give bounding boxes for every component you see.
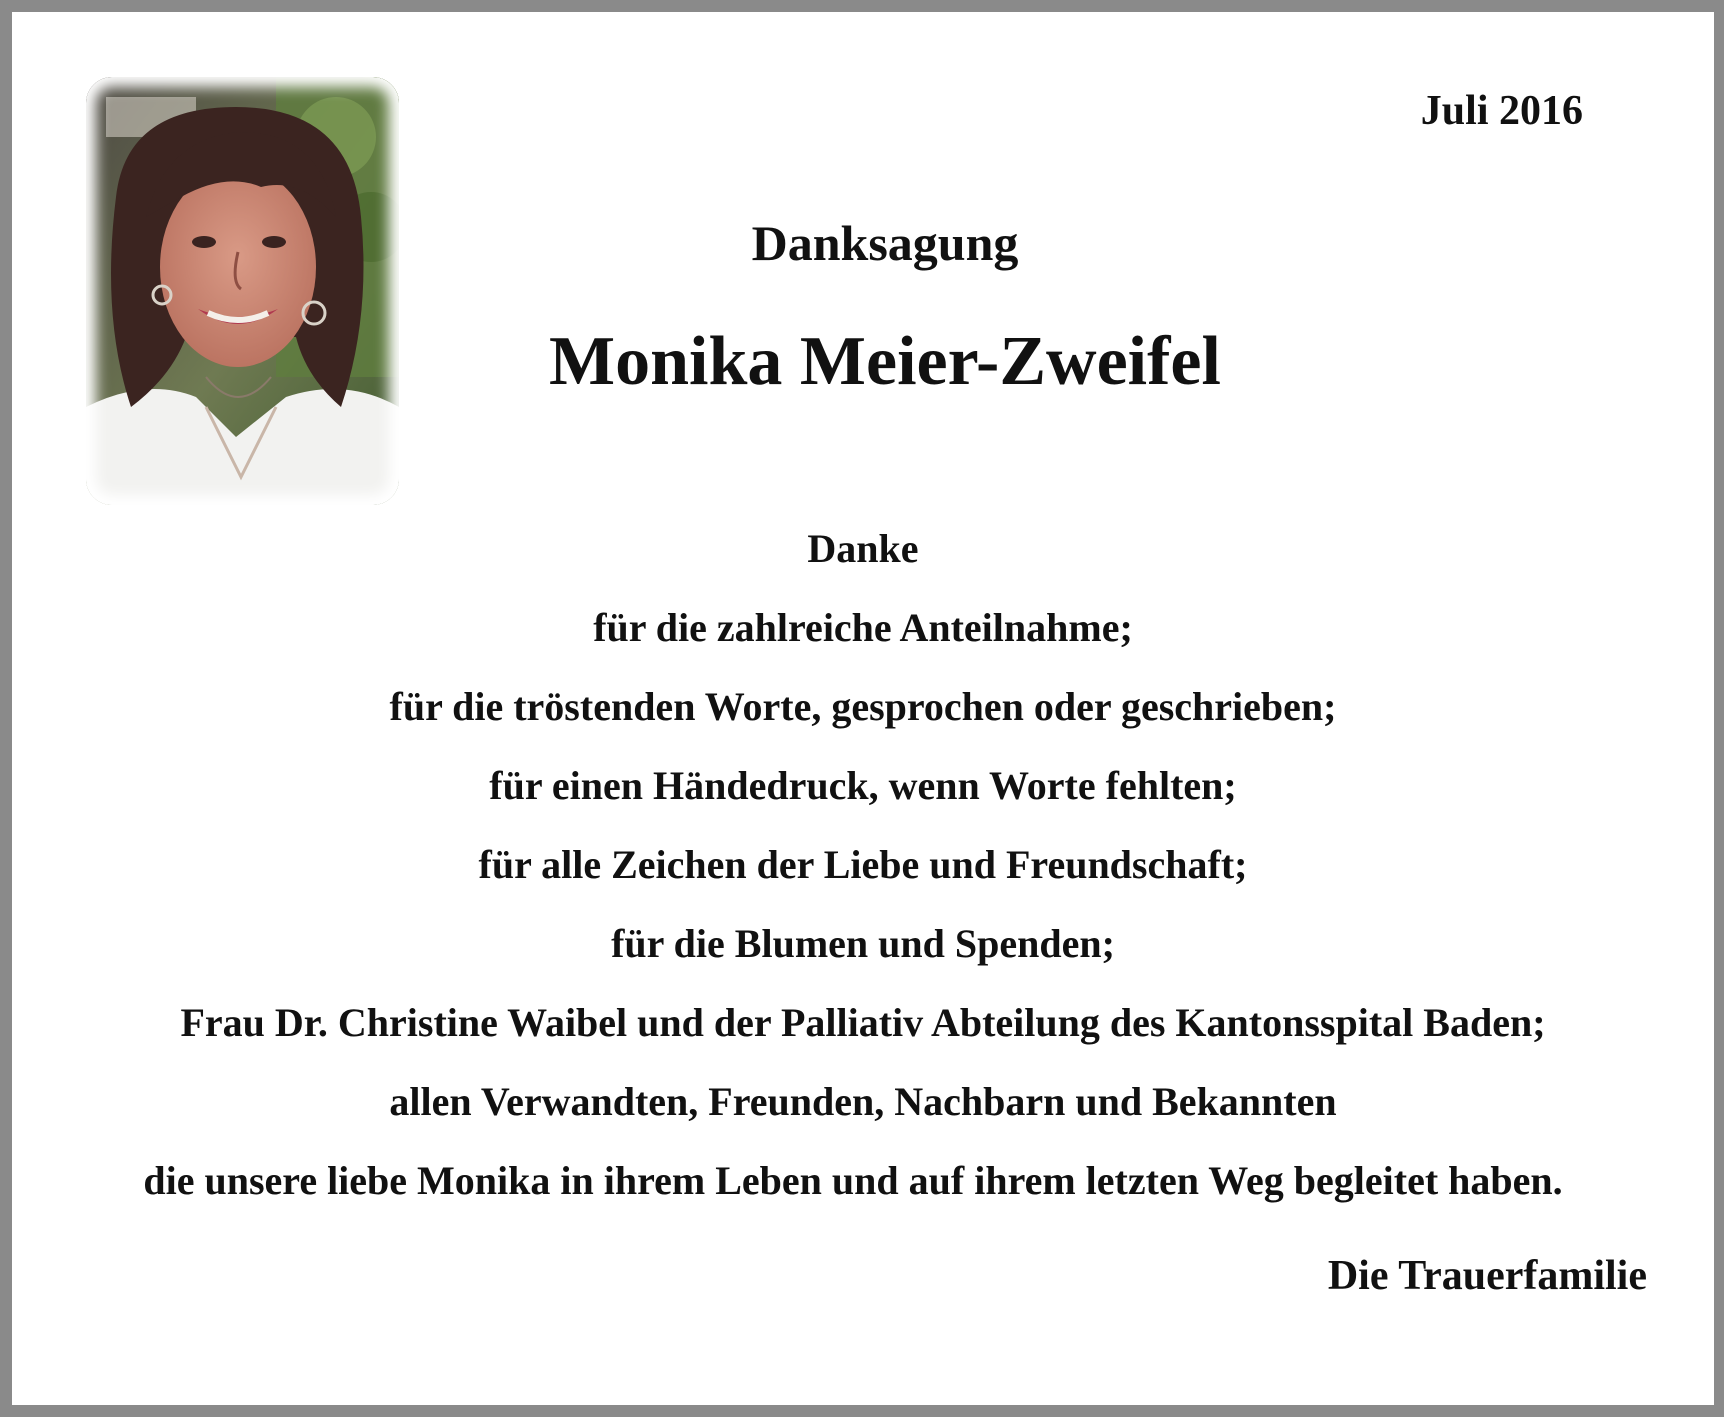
thanks-line: Danke [807,526,919,571]
obituary-page [12,12,1714,1405]
thanks-text [12,509,1714,1220]
thanks-line: für die tröstenden Worte, gesprochen oder geschrieben; [389,684,1337,729]
thanks-line: für die zahlreiche Anteilnahme; [593,605,1133,650]
deceased-name: Monika Meier-Zweifel [549,323,1221,400]
thanks-line: Frau Dr. Christine Waibel und der Palliativ Abteilung des Kantonsspital Baden; [180,1000,1546,1045]
portrait-photo-image [86,77,399,505]
thanks-line: allen Verwandten, Freunden, Nachbarn und Bekannten [389,1079,1337,1124]
date: Juli 2016 [1420,88,1583,134]
thanks-line: für die Blumen und Spenden; [611,921,1115,966]
thanks-line: für alle Zeichen der Liebe und Freundschaft; [478,842,1248,887]
signature: Die Trauerfamilie [1327,1253,1647,1299]
page-title: Danksagung [751,215,1019,271]
portrait-photo [86,77,399,505]
thanks-line: die unsere liebe Monika in ihrem Leben und auf ihrem letzten Weg begleitet haben. [143,1158,1563,1203]
thanks-line: für einen Händedruck, wenn Worte fehlten; [489,763,1237,808]
